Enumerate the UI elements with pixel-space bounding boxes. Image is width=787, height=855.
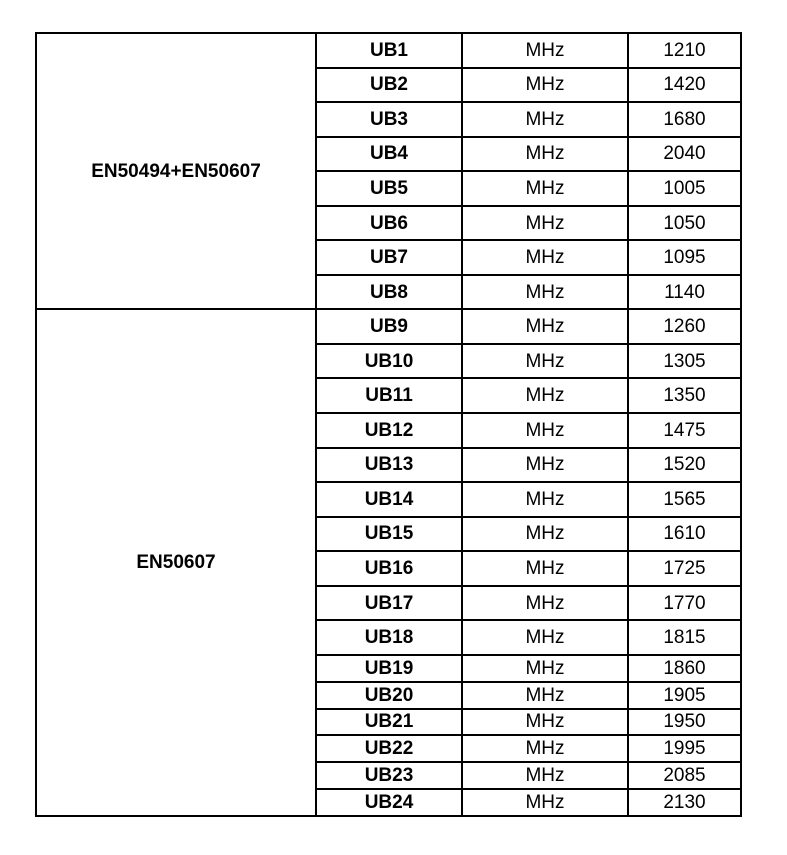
band-cell: UB12: [316, 413, 462, 448]
band-cell: UB22: [316, 735, 462, 762]
frequency-cell: 1095: [628, 240, 741, 275]
band-cell: UB8: [316, 275, 462, 310]
frequency-cell: 1005: [628, 171, 741, 206]
frequency-cell: 1050: [628, 206, 741, 241]
unit-cell: MHz: [462, 309, 628, 344]
band-cell: UB20: [316, 682, 462, 709]
frequency-cell: 1905: [628, 682, 741, 709]
unit-cell: MHz: [462, 517, 628, 552]
standard-group-label: EN50607: [36, 309, 316, 816]
unit-cell: MHz: [462, 413, 628, 448]
unit-cell: MHz: [462, 171, 628, 206]
band-cell: UB19: [316, 655, 462, 682]
band-cell: UB23: [316, 762, 462, 789]
frequency-cell: 1565: [628, 482, 741, 517]
unit-cell: MHz: [462, 789, 628, 816]
band-cell: UB5: [316, 171, 462, 206]
frequency-cell: 1950: [628, 709, 741, 736]
band-cell: UB7: [316, 240, 462, 275]
unit-cell: MHz: [462, 448, 628, 483]
frequency-cell: 2085: [628, 762, 741, 789]
unit-cell: MHz: [462, 378, 628, 413]
band-cell: UB24: [316, 789, 462, 816]
unit-cell: MHz: [462, 586, 628, 621]
band-cell: UB6: [316, 206, 462, 241]
frequency-cell: 1350: [628, 378, 741, 413]
band-cell: UB9: [316, 309, 462, 344]
frequency-cell: 1995: [628, 735, 741, 762]
standard-group-label: EN50494+EN50607: [36, 33, 316, 309]
frequency-cell: 1610: [628, 517, 741, 552]
unit-cell: MHz: [462, 655, 628, 682]
band-cell: UB4: [316, 137, 462, 172]
frequency-cell: 1475: [628, 413, 741, 448]
band-cell: UB15: [316, 517, 462, 552]
frequency-cell: 1305: [628, 344, 741, 379]
unit-cell: MHz: [462, 482, 628, 517]
unit-cell: MHz: [462, 102, 628, 137]
band-cell: UB14: [316, 482, 462, 517]
frequency-cell: 1725: [628, 551, 741, 586]
unit-cell: MHz: [462, 620, 628, 655]
unit-cell: MHz: [462, 682, 628, 709]
frequency-cell: 1770: [628, 586, 741, 621]
unit-cell: MHz: [462, 735, 628, 762]
frequency-table: [35, 32, 742, 817]
band-cell: UB18: [316, 620, 462, 655]
band-cell: UB21: [316, 709, 462, 736]
band-cell: UB1: [316, 33, 462, 68]
band-cell: UB17: [316, 586, 462, 621]
frequency-cell: 1140: [628, 275, 741, 310]
unit-cell: MHz: [462, 206, 628, 241]
band-cell: UB16: [316, 551, 462, 586]
unit-cell: MHz: [462, 68, 628, 103]
unit-cell: MHz: [462, 551, 628, 586]
table-row: [36, 33, 741, 68]
band-cell: UB10: [316, 344, 462, 379]
unit-cell: MHz: [462, 275, 628, 310]
unit-cell: MHz: [462, 709, 628, 736]
unit-cell: MHz: [462, 240, 628, 275]
frequency-cell: 1420: [628, 68, 741, 103]
frequency-cell: 1210: [628, 33, 741, 68]
frequency-cell: 2130: [628, 789, 741, 816]
unit-cell: MHz: [462, 344, 628, 379]
frequency-cell: 1860: [628, 655, 741, 682]
frequency-cell: 2040: [628, 137, 741, 172]
table-row: [36, 309, 741, 344]
unit-cell: MHz: [462, 137, 628, 172]
table-body: [36, 33, 741, 816]
frequency-cell: 1260: [628, 309, 741, 344]
band-cell: UB13: [316, 448, 462, 483]
band-cell: UB2: [316, 68, 462, 103]
frequency-cell: 1815: [628, 620, 741, 655]
band-cell: UB11: [316, 378, 462, 413]
unit-cell: MHz: [462, 762, 628, 789]
unit-cell: MHz: [462, 33, 628, 68]
frequency-cell: 1680: [628, 102, 741, 137]
frequency-cell: 1520: [628, 448, 741, 483]
band-cell: UB3: [316, 102, 462, 137]
